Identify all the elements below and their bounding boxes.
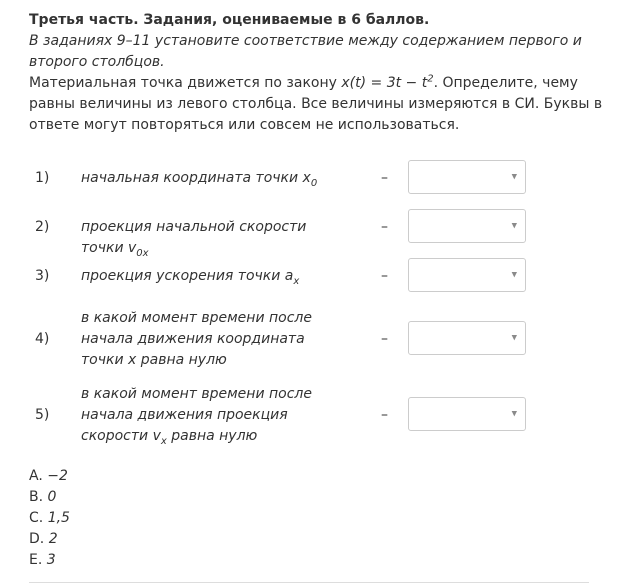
answer-option-b: B. 0 — [29, 489, 57, 505]
answer-select-4[interactable] — [408, 321, 526, 355]
row-label: в какой момент времени после начала движения проекция скорости $v_x$ равна нулю — [81, 386, 312, 447]
answer-option-a: A. −2 — [29, 468, 68, 484]
answer-options-list — [29, 466, 70, 571]
task-text-after: . Определите, чему равны величины из левого столбца. Все величины измеряются в СИ. Буквы в ответе могут повторяться или совсем не использоваться. — [29, 75, 603, 133]
answer-option-e: E. 3 — [29, 552, 56, 568]
motion-law-formula: $x(t) = 3t - t^2$ — [341, 73, 434, 91]
matching-row-1 — [29, 168, 529, 189]
row-label: в какой момент времени после начала движения координата точки x равна нулю — [81, 310, 312, 368]
row-dash: – — [381, 219, 388, 235]
answer-select-2[interactable] — [408, 209, 526, 243]
chevron-down-icon: ▼ — [511, 270, 517, 279]
row-label: начальная координата точки $x_0$ — [81, 170, 318, 189]
matching-row-4 — [29, 308, 529, 371]
row-dash: – — [381, 407, 388, 423]
chevron-down-icon: ▼ — [511, 333, 517, 342]
answer-option-d: D. 2 — [29, 531, 58, 547]
answer-option-c: C. 1,5 — [29, 510, 70, 526]
matching-row-3 — [29, 266, 529, 287]
row-label: проекция начальной скорости точки $v_{0x}$ — [81, 219, 307, 259]
divider — [29, 582, 589, 583]
row-number: 5) — [35, 407, 50, 423]
answer-select-5[interactable] — [408, 397, 526, 431]
row-number: 1) — [35, 170, 50, 186]
answer-select-3[interactable] — [408, 258, 526, 292]
chevron-down-icon: ▼ — [511, 221, 517, 230]
section-heading: Третья часть. Задания, оцениваемые в 6 баллов. — [29, 12, 430, 28]
task-text-block — [29, 10, 619, 136]
matching-row-5 — [29, 384, 529, 447]
row-number: 4) — [35, 331, 50, 347]
row-number: 2) — [35, 219, 50, 235]
chevron-down-icon: ▼ — [511, 409, 517, 418]
row-label: проекция ускорения точки $a_x$ — [81, 268, 300, 287]
matching-row-2 — [29, 217, 529, 259]
row-dash: – — [381, 170, 388, 186]
chevron-down-icon: ▼ — [511, 172, 517, 181]
task-statement — [29, 73, 619, 136]
row-dash: – — [381, 268, 388, 284]
row-dash: – — [381, 331, 388, 347]
instruction-text: В заданиях 9–11 установите соответствие между содержанием первого и второго столбцов. — [29, 33, 582, 70]
row-number: 3) — [35, 268, 50, 284]
task-text-before: Материальная точка движется по закону — [29, 75, 342, 91]
answer-select-1[interactable] — [408, 160, 526, 194]
